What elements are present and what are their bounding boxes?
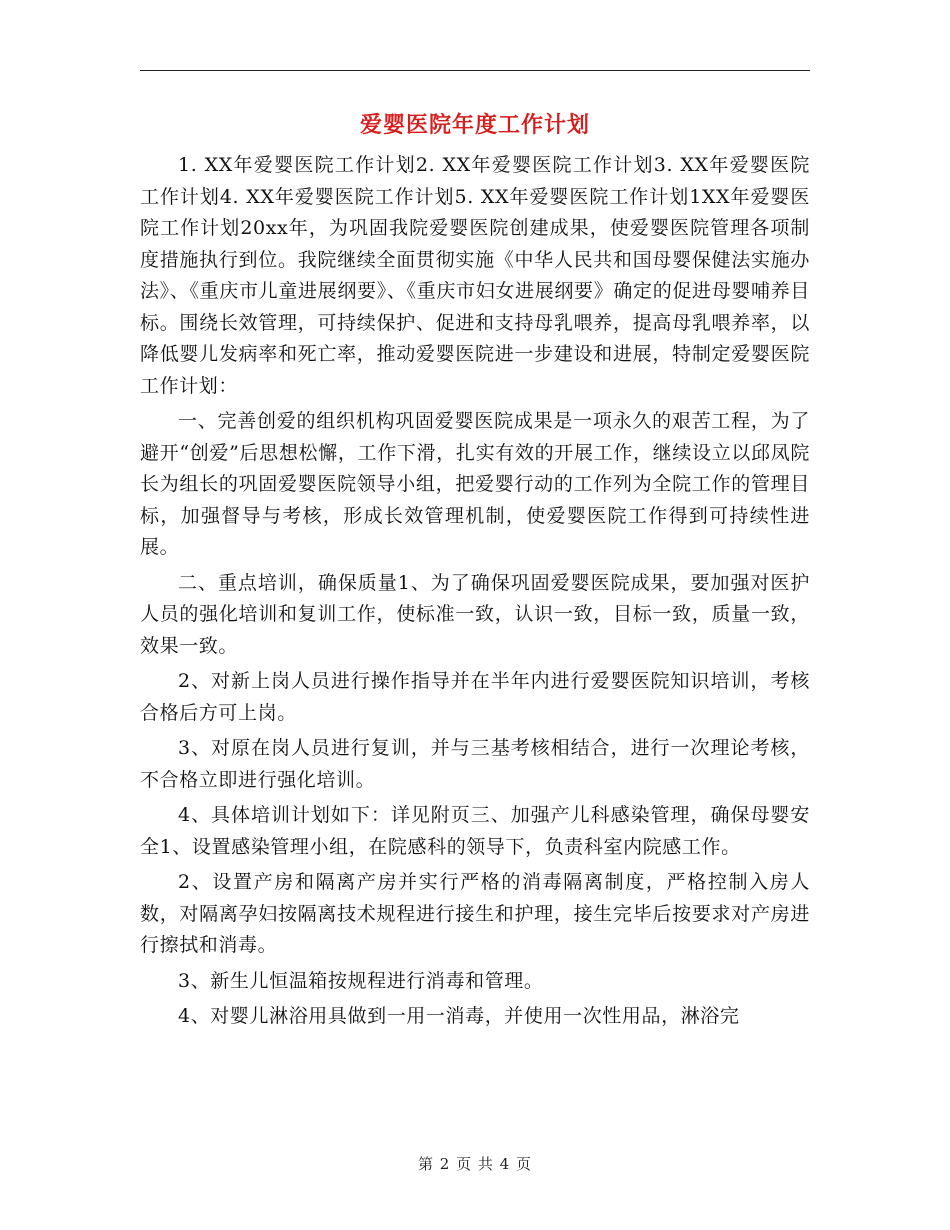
paragraph-section-2: 二、重点培训，确保质量1、为了确保巩固爱婴医院成果，要加强对医护人员的强化培训和复训工作，使标准一致，认识一致，目标一致，质量一致，效果一致。 [140, 571, 810, 657]
paragraph-item-4b: 4、对婴儿淋浴用具做到一用一消毒，并使用一次性用品，淋浴完 [178, 1005, 740, 1027]
paragraph-item-3b: 3、新生儿恒温箱按规程进行消毒和管理。 [178, 969, 544, 992]
document-title: 爱婴医院年度工作计划 [359, 112, 590, 138]
paragraph-item-4: 4、具体培训计划如下：详见附页三、加强产儿科感染管理，确保母婴安全1、设置感染管理小组，在院感科的领导下，负责科室内院感工作。 [140, 804, 810, 858]
header-rule [140, 70, 810, 71]
paragraph-item-3: 3、对原在岗人员进行复训，并与三基考核相结合，进行一次理论考核，不合格立即进行强化培训。 [140, 737, 810, 791]
page-number-footer: 第 2 页 共 4 页 [418, 1155, 532, 1173]
paragraph-intro: 1. XX年爱婴医院工作计划2. XX年爱婴医院工作计划3. XX年爱婴医院工作计划4. XX年爱婴医院工作计划5. XX年爱婴医院工作计划1XX年爱婴医院工作计划20xx年，为巩固我院爱婴医院创建成果，使爱婴医院管理各项制度措施执行到位。我院继续全面贯彻实施《中华人民共和国母婴保健法实施办法》、《重庆市儿童进展纲要》、《重庆市妇女进展纲要》确定的促进母婴哺养目标。围绕长效管理，可持续保护、促进和支持母乳喂养，提高母乳喂养率，以降低婴儿发病率和死亡率，推动爱婴医院进一步建设和进展，特制定爱婴医院工作计划： [140, 154, 810, 397]
document-body [140, 150, 810, 1037]
paragraph-item-2: 2、对新上岗人员进行操作指导并在半年内进行爱婴医院知识培训，考核合格后方可上岗。 [140, 670, 810, 724]
paragraph-section-1: 一、完善创爱的组织机构巩固爱婴医院成果是一项永久的艰苦工程，为了避开“创爱”后思想松懈，工作下滑，扎实有效的开展工作，继续设立以邱凤院长为组长的巩固爱婴医院领导小组，把爱婴行动的工作列为全院工作的管理目标，加强督导与考核，形成长效管理机制，使爱婴医院工作得到可持续性进展。 [140, 410, 810, 558]
paragraph-item-2b: 2、设置产房和隔离产房并实行严格的消毒隔离制度，严格控制入房人数，对隔离孕妇按隔离技术规程进行接生和护理，接生完毕后按要求对产房进行擦拭和消毒。 [140, 871, 810, 956]
